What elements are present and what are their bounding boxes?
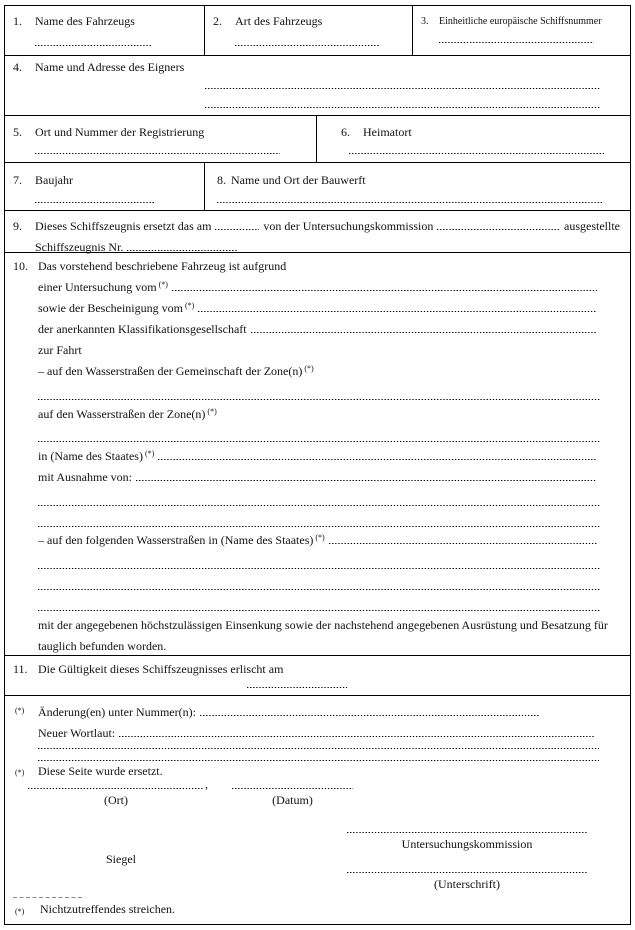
amendment-wortlaut-line: Neuer Wortlaut:: [38, 723, 599, 744]
field-11-gueltigkeit: [5, 656, 630, 696]
field-3-number: 3.: [421, 16, 429, 27]
field-10-closing-1: mit der angegebenen höchstzulässigen Einsenkung sowie der nachstehend angegebenen Ausrüstung und Besatzung für: [38, 617, 608, 632]
datum-blank: [232, 785, 353, 789]
field-3-schiffsnummer: [413, 6, 630, 55]
dotted-blank: [200, 712, 539, 716]
footnote-marker: (*): [15, 706, 25, 715]
field-10-zur-fahrt: zur Fahrt: [38, 343, 82, 358]
field-1-label: 1. Name des Fahrzeugs: [13, 14, 135, 28]
dotted-blank: [38, 745, 599, 749]
field-9-ersetzt: [5, 211, 630, 253]
field-9-nr-blank: [127, 247, 237, 251]
dotted-blank: [38, 439, 601, 443]
dotted-line: [38, 594, 601, 615]
field-4-dotted-blank-1: [205, 85, 600, 89]
field-1-number: 1.: [13, 14, 22, 28]
field-8-number: 8.: [217, 173, 226, 187]
dotted-blank: [38, 397, 601, 401]
field-6-label: 6. Heimatort: [341, 125, 412, 139]
field-10-number: 10.: [13, 259, 28, 273]
dotted-blank: [198, 308, 597, 312]
dotted-blank: [158, 456, 597, 460]
field-10-staat: in (Name des Staates) (*): [38, 446, 601, 467]
field-10-bescheinigung: sowie der Bescheinigung vom (*): [38, 298, 601, 319]
unterschrift-caption: (Unterschrift): [434, 877, 500, 891]
field-11-label: 11. Die Gültigkeit dieses Schiffszeugnisses erlischt am: [13, 662, 284, 676]
field-11-date-blank: [247, 684, 347, 688]
row-fields-1-3: [5, 6, 630, 56]
field-7-number: 7.: [13, 173, 22, 187]
field-9-kommission-blank: [437, 226, 560, 230]
footnote-separator: [13, 897, 85, 899]
field-5-dotted-blank: [35, 150, 280, 154]
dotted-blank: [172, 287, 597, 291]
field-4-number: 4.: [13, 60, 22, 74]
dotted-blank: [136, 477, 597, 481]
kommission-caption: Untersuchungskommission: [401, 837, 533, 851]
footnote-marker: (*): [304, 364, 314, 374]
dotted-line: [38, 572, 601, 593]
field-2-number: 2.: [213, 14, 222, 28]
field-5-label: 5. Ort und Nummer der Registrierung: [13, 125, 205, 139]
field-10-intro: 10. Das vorstehend beschriebene Fahrzeug ist aufgrund: [13, 256, 601, 277]
field-4-eigner: [5, 56, 630, 116]
field-1-name-des-fahrzeugs: [5, 6, 205, 55]
ort-blank: [28, 785, 204, 789]
field-2-label: 2. Art des Fahrzeugs: [213, 14, 323, 28]
ort-comma: ,: [205, 777, 208, 791]
field-4-dotted-blank-2: [205, 104, 600, 108]
siegel-label: Siegel: [106, 852, 136, 866]
field-2-dotted-blank: [235, 42, 380, 46]
field-8-label: 8. Name und Ort der Bauwerft: [217, 173, 366, 187]
dotted-blank: [329, 540, 597, 544]
datum-caption: (Datum): [272, 793, 313, 807]
ship-certificate-form: [4, 5, 631, 925]
dotted-blank: [119, 733, 595, 737]
field-9-number: 9.: [13, 219, 22, 233]
dotted-line: [38, 488, 601, 509]
dotted-line: [38, 551, 601, 572]
footnote-marker: (*): [184, 301, 195, 311]
field-6-heimatort: [317, 116, 630, 162]
footnote-text: Nichtzutreffendes streichen.: [40, 902, 176, 916]
footnote-marker: (*): [15, 907, 25, 916]
footnote-marker: (*): [207, 406, 217, 416]
field-10-wasserstrassen-staat: – auf den folgenden Wasserstraßen in (Name des Staates) (*): [38, 530, 601, 551]
footnote-marker: (*): [144, 448, 155, 458]
field-3-label: 3. Einheitliche europäische Schiffsnummer: [421, 16, 602, 27]
field-8-dotted-blank: [217, 199, 602, 203]
amendments-and-signature-section: [5, 696, 630, 924]
field-5-registrierung: [5, 116, 317, 162]
page-replaced-note: Diese Seite wurde ersetzt.: [38, 764, 163, 778]
field-2-art-des-fahrzeugs: [205, 6, 413, 55]
field-4-label: 4. Name und Adresse des Eigners: [13, 60, 185, 74]
field-7-dotted-blank: [35, 199, 155, 203]
field-11-number: 11.: [13, 662, 28, 676]
field-7-label: 7. Baujahr: [13, 173, 73, 187]
field-6-dotted-blank: [349, 150, 604, 154]
field-9-date-blank: [215, 226, 259, 230]
footnote-marker: (*): [15, 768, 25, 777]
field-8-bauwerft: [205, 163, 630, 210]
dotted-blank: [38, 757, 599, 761]
footnote-marker: (*): [158, 280, 168, 290]
ort-caption: (Ort): [104, 793, 128, 807]
dotted-blank: [38, 586, 601, 590]
dotted-blank: [38, 565, 601, 569]
field-10-ausnahme: mit Ausnahme von:: [38, 467, 601, 488]
kommission-blank: [347, 829, 587, 833]
field-10-closing-2: tauglich befunden worden.: [38, 638, 167, 653]
footnote-marker: (*): [315, 533, 325, 543]
field-10-klassifikation: der anerkannten Klassifikationsgesellschaft: [38, 319, 601, 340]
amendment-numbers-line: Änderung(en) unter Nummer(n):: [38, 702, 543, 723]
field-1-dotted-blank: [35, 42, 152, 46]
dotted-line: [38, 425, 601, 446]
row-fields-5-6: [5, 116, 630, 163]
field-7-baujahr: [5, 163, 205, 210]
field-6-number: 6.: [341, 125, 350, 139]
unterschrift-blank: [347, 869, 587, 873]
field-3-dotted-blank: [439, 39, 594, 43]
field-5-number: 5.: [13, 125, 22, 139]
field-9-line-2: Schiffszeugnis Nr.: [35, 237, 620, 258]
row-fields-7-8: [5, 163, 630, 211]
dotted-blank: [38, 502, 601, 506]
field-10-zonen-gemeinschaft: – auf den Wasserstraßen der Gemeinschaft der Zone(n) (*): [38, 361, 601, 382]
field-10-zulassung: [5, 253, 630, 656]
dotted-blank: [251, 329, 597, 333]
dotted-line: [38, 383, 601, 404]
dotted-blank: [38, 608, 601, 612]
field-10-zonen: auf den Wasserstraßen der Zone(n) (*): [38, 404, 601, 425]
field-10-untersuchung: einer Untersuchung vom (*): [38, 277, 601, 298]
field-9-line-1: 9. Dieses Schiffszeugnis ersetzt das am von der Untersuchungskommission ausgestellte: [13, 216, 620, 237]
